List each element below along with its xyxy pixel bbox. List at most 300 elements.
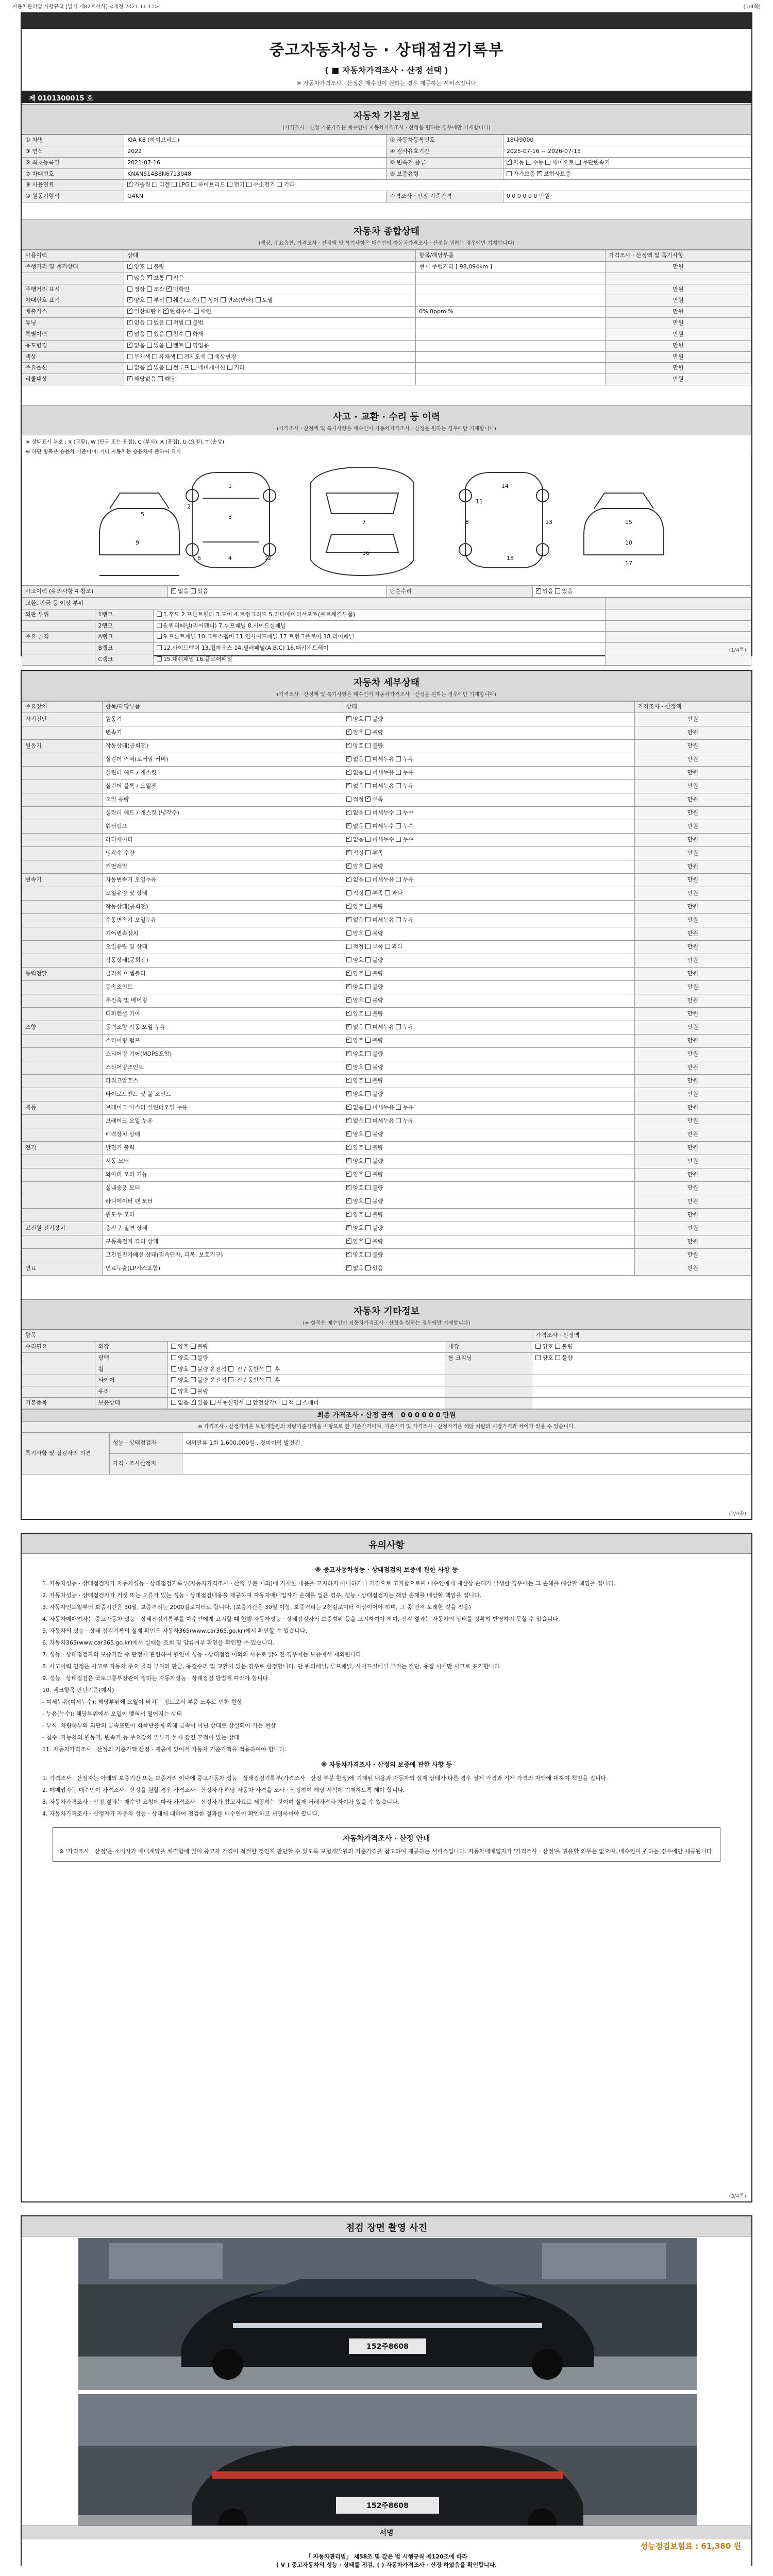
detail-group	[22, 1155, 103, 1168]
overall-item	[416, 295, 606, 307]
checkbox	[227, 182, 232, 187]
basic-label: ⑩ 원동기형식	[22, 191, 124, 202]
diagram-part-label: 16	[362, 550, 369, 556]
detail-status: 양호 불량	[343, 927, 634, 940]
page-1	[21, 12, 752, 663]
detail-item: 변속기	[102, 726, 343, 739]
notice-items-2	[42, 1774, 731, 1818]
checkbox	[365, 1011, 371, 1016]
checkbox	[555, 1355, 560, 1360]
checkbox	[191, 1344, 196, 1349]
other-group	[22, 1386, 95, 1398]
checkbox	[210, 1400, 215, 1405]
other-item-2	[445, 1364, 532, 1375]
parts-rank: C랭크	[95, 654, 153, 666]
price-guide-box	[53, 1827, 720, 1862]
parts-group	[22, 643, 95, 654]
detail-group: 원동기	[22, 739, 103, 753]
other-status-2: 양호 불량	[532, 1341, 751, 1352]
diagram-part-label: 12	[264, 555, 272, 562]
overall-status: ✓ 양호 부식 훼손(오손) 상이 변조(변타) 도말	[124, 295, 416, 307]
checkbox	[147, 264, 152, 269]
detail-item: 배력장치 상태	[102, 1128, 343, 1141]
other-row	[22, 1386, 751, 1398]
overall-item	[416, 374, 606, 385]
notice-item: 4. 자동차매매업자는 중고자동차 성능 · 상태점검기록부를 매수인에게 고지할 때 현행 자동차성능 · 상태점검자의 보증범위 등을 고지하여야 하며, 점검 결과는 자동차의 상태를 정확히 반영하지 못할 수 있습니다.	[42, 1615, 560, 1622]
form-regulation: 자동차관리법 시행규칙 [별지 제82호서식] <개정 2021.11.11>	[12, 4, 159, 10]
checkbox	[191, 1366, 196, 1371]
overall-item	[416, 273, 606, 284]
checkbox	[365, 783, 371, 788]
detail-status: ✓ 양호 불량	[343, 994, 634, 1007]
checkbox	[152, 354, 157, 359]
detail-price: 만원	[634, 967, 751, 980]
checkbox	[365, 930, 371, 936]
notice-item: 7. 성능 · 상태점검자의 보증기간 중 판정에 관련하여 원인이 성능 · 상태점검 이외의 사유로 밝혀진 경우에는 보증에서 제외됩니다.	[42, 1651, 363, 1658]
checkbox	[365, 1198, 371, 1204]
other-item: 휠	[95, 1364, 168, 1375]
detail-item: 작동상태(공회전)	[102, 739, 343, 753]
checkbox	[346, 930, 351, 936]
document-note: ※ 자동차가격조사 · 산정은 매수인이 원하는 경우 제공하는 서비스입니다	[296, 80, 477, 87]
detail-price: 만원	[634, 833, 751, 846]
notice-heading-2: ※ 자동차가격조사 · 산정의 보증에 관한 사항 등	[321, 1761, 452, 1769]
detail-status: ✓ 양호 불량	[343, 1074, 634, 1088]
repair-label: 단순수리	[386, 586, 532, 598]
checkbox	[365, 1118, 371, 1123]
detail-group	[22, 887, 103, 900]
checkbox	[535, 1355, 541, 1360]
checkbox-checked	[346, 971, 351, 976]
detail-title: 자동차 세부상태	[22, 671, 751, 690]
checkbox	[166, 343, 172, 348]
checkbox-checked	[507, 160, 512, 165]
checkbox-checked	[127, 343, 132, 348]
parts-list: 15.대쉬패널 16.플로어패널	[153, 654, 605, 666]
other-sub: (※ 항목은 매수인이 자동차가격조사 · 산정을 원하는 경우에만 기재합니다)	[22, 1318, 751, 1330]
overall-price: 만원	[605, 329, 751, 340]
detail-row	[22, 980, 751, 994]
checkbox	[147, 297, 152, 302]
checkbox-checked	[346, 730, 351, 735]
car-photo-rear-svg	[78, 2394, 697, 2546]
checkbox	[365, 1064, 371, 1070]
basic-label: ⑥ 변속기 종류	[386, 157, 503, 168]
overall-status: 없음 ✓있음 썬루프 네비게이션 기타	[124, 363, 416, 374]
checkbox	[555, 1344, 560, 1349]
checkbox-checked	[127, 182, 132, 187]
checkbox	[365, 971, 371, 976]
detail-row	[22, 1262, 751, 1275]
parts-group: 주요 골격	[22, 632, 95, 643]
detail-item: 디퍼렌셜 기어	[102, 1007, 343, 1021]
notice-item: 1. 가격조사 · 산정자는 아래의 보증기간 또는 보증거리 이내에 중고자동차 성능 · 상태점검기록부(가격조사 · 산정 부분 한정)에 기재된 내용과 자동차의 실제 상태가 다른 경우 실제 가격과 기재 가격의 차액에 대하여 책임을 집니다.	[42, 1774, 608, 1782]
other-item-2	[445, 1386, 532, 1398]
sign-title: 서명	[22, 2526, 751, 2539]
checkbox	[576, 160, 581, 165]
other-status-2	[532, 1364, 751, 1375]
notice-item: - 부식: 차량하부와 외판의 금속표면이 화학반응에 의해 금속이 아닌 상태로 상실되어 가는 현상	[42, 1722, 276, 1730]
detail-status: ✓ 없음 미세누수 누수	[343, 833, 634, 846]
notice-item: 3. 자동차인도일부터 보증기간은 30일, 보증거리는 2000킬로미터로 합니다. (보증기간은 30일 이상, 보증거리는 2천킬로미터 이상이어야 하며, 그 중 먼저 도래한 것을 적용)	[42, 1603, 471, 1611]
detail-row	[22, 1181, 751, 1195]
detail-item: 작동상태(공회전)	[102, 900, 343, 913]
sign-foot-1: 「 자동차관리법」 제58조 및 같은 법 시행규칙 제120조에 따라	[305, 2553, 468, 2560]
detail-status: ✓ 없음 미세누유 누유	[343, 873, 634, 887]
final-price-title: 최종 가격조사 · 산정 금액	[317, 1411, 394, 1419]
document-subtitle: ( ■ 자동차가격조사 · 산정 선택 )	[325, 65, 448, 75]
detail-status: ✓ 양호 불량	[343, 1208, 634, 1222]
parts-list: 6.쿼터패널(리어펜더) 7.루프패널 8.사이드실패널	[153, 620, 605, 632]
repair-value: ✓ 없음 있음	[532, 586, 751, 598]
checkbox-checked	[166, 286, 172, 292]
detail-status: ✓ 양호 불량	[343, 1235, 634, 1248]
detail-status: ✓ 양호 불량	[343, 967, 634, 980]
detail-item: 클러치 어셈블리	[102, 967, 343, 980]
checkbox-checked	[191, 1400, 196, 1405]
detail-group: 제동	[22, 1101, 103, 1114]
detail-row	[22, 1021, 751, 1034]
overall-label: 색상	[22, 351, 124, 363]
checkbox	[365, 1265, 371, 1270]
detail-row	[22, 766, 751, 779]
diagram-part-label: 3	[228, 514, 232, 520]
parts-list: 9.프론트패널 10.크로스멤버 11.인사이드패널 17.트렁크플로어 18.리어패널	[153, 632, 605, 643]
detail-row	[22, 1101, 751, 1114]
inspection-photo-front	[78, 2238, 697, 2390]
checkbox	[365, 984, 371, 989]
parts-group	[22, 654, 95, 666]
detail-price: 만원	[634, 1235, 751, 1248]
checkbox	[545, 160, 550, 165]
overall-label: 리콜대상	[22, 374, 124, 385]
special-label: 특기사항 및 점검자의 의견	[22, 1433, 110, 1474]
detail-row	[22, 1248, 751, 1262]
checkbox	[396, 770, 401, 775]
overall-price	[605, 273, 751, 284]
checkbox	[166, 320, 172, 325]
detail-status: ✓ 양호 불량	[343, 739, 634, 753]
overall-row	[22, 284, 751, 295]
detail-row	[22, 753, 751, 766]
other-item: 유리	[95, 1386, 168, 1398]
accident-legend: ※ 상태표시 부호 : X (교환), W (판금 또는 용접), C (부식), A (흠집), U (요철), T (손상)	[26, 439, 225, 445]
serial-number: 제 0101300015 호	[22, 91, 751, 103]
checkbox	[365, 890, 371, 895]
detail-item: 추진축 및 베어링	[102, 994, 343, 1007]
overall-row	[22, 351, 751, 363]
checkbox	[147, 331, 152, 336]
history-value: ✓ 없음 있음	[168, 586, 387, 598]
checkbox	[365, 1185, 371, 1190]
overall-row	[22, 363, 751, 374]
overall-row	[22, 307, 751, 318]
detail-row	[22, 887, 751, 900]
other-item-2: 룸 크리닝	[445, 1352, 532, 1364]
overall-status: ✓ 양호 불량	[124, 261, 416, 273]
checkbox	[191, 1377, 196, 1382]
detail-item: 실린더 커버(로커암 커버)	[102, 753, 343, 766]
parts-rank: 2랭크	[95, 620, 153, 632]
detail-price: 만원	[634, 873, 751, 887]
detail-item: 수동변속기 오일누유	[102, 913, 343, 927]
checkbox-checked	[346, 1131, 351, 1137]
special-1-label: 성능 · 상태점검자	[109, 1433, 182, 1453]
checkbox-checked	[346, 743, 351, 748]
detail-status: ✓ 양호 불량	[343, 1088, 634, 1101]
other-row	[22, 1398, 751, 1409]
plate-rear: 152주8608	[366, 2502, 409, 2510]
diagram-part-label: 4	[228, 555, 232, 562]
detail-row	[22, 1061, 751, 1074]
parts-rank: A랭크	[95, 632, 153, 643]
overall-label: 특별이력	[22, 329, 124, 340]
other-status: 양호 불량 운전석 전 / 동반석 후	[168, 1375, 445, 1386]
detail-item: 브레이크 마스터 실린더오일 누유	[102, 1101, 343, 1114]
detail-item: 브레이크 오일 누유	[102, 1114, 343, 1128]
page-number-3: (3/4쪽)	[729, 2194, 746, 2199]
checkbox	[171, 1388, 176, 1394]
diagram-part-label: 18	[507, 555, 514, 562]
detail-price: 만원	[634, 1101, 751, 1114]
overall-row	[22, 374, 751, 385]
detail-row	[22, 1074, 751, 1088]
detail-group	[22, 900, 103, 913]
checkbox	[346, 796, 351, 802]
overall-head: 항목/해당부품	[416, 250, 606, 262]
basic-value: 2021-07-16	[124, 157, 386, 168]
detail-status: ✓ 양호 불량	[343, 1248, 634, 1262]
checkbox	[186, 331, 191, 336]
detail-group	[22, 954, 103, 967]
car-photo-front-svg	[78, 2238, 697, 2390]
checkbox-checked	[346, 863, 351, 869]
detail-group	[22, 1047, 103, 1061]
detail-price: 만원	[634, 1141, 751, 1155]
inspection-photo-rear	[78, 2394, 697, 2546]
other-row	[22, 1375, 751, 1386]
detail-item: 파워고압호스	[102, 1074, 343, 1088]
detail-status: ✓ 양호 불량	[343, 726, 634, 739]
detail-price: 만원	[634, 900, 751, 913]
detail-row	[22, 954, 751, 967]
checkbox	[365, 850, 371, 855]
detail-price: 만원	[634, 887, 751, 900]
overall-head: 사용이력	[22, 250, 124, 262]
checkbox-checked	[346, 1198, 351, 1204]
checkbox-checked	[127, 320, 132, 325]
checkbox	[365, 863, 371, 869]
basic-value: G4KN	[124, 191, 386, 202]
checkbox-checked	[346, 917, 351, 922]
checkbox	[256, 297, 261, 302]
notice-item: - 미세누유(미세누수): 해당부위에 오일이 비치는 정도로서 부품 노후로 인한 현상	[42, 1699, 242, 1706]
checkbox	[194, 309, 199, 314]
checkbox-checked	[536, 588, 541, 594]
detail-row	[22, 1222, 751, 1235]
detail-status: ✓ 양호 불량	[343, 1128, 634, 1141]
detail-price: 만원	[634, 994, 751, 1007]
checkbox-checked	[127, 264, 132, 269]
notice-item: 5. 자동차의 성능 · 상태 점검기록의 실제 확인은 자동차365(www.car365.go.kr)에서 확인할 수 있습니다.	[42, 1627, 308, 1634]
checkbox-checked	[346, 1091, 351, 1096]
detail-group	[22, 1248, 103, 1262]
basic-info-table	[22, 134, 751, 202]
checkbox	[191, 1355, 196, 1360]
detail-status: ✓ 양호 불량	[343, 1061, 634, 1074]
overall-item	[416, 284, 606, 295]
basic-label: ① 차명	[22, 135, 124, 146]
notice-item: 2. 자동차성능 · 상태점검자가 거짓 또는 오류가 있는 성능 · 상태점검내용을 제공하여 자동차매매업자가 손해를 입은 경우, 성능 · 상태점검자는 해당 손해를 배상할 책임을 집니다.	[42, 1591, 482, 1599]
detail-head: 상태	[343, 702, 634, 713]
notice-item: - 누유(누수): 해당부위에서 오일이 맺혀서 떨어지는 상태	[42, 1710, 182, 1718]
diagram-part-label: 17	[625, 560, 632, 567]
detail-item: 스티어링 기어(MDPS포함)	[102, 1047, 343, 1061]
overall-row	[22, 318, 751, 329]
detail-price: 만원	[634, 726, 751, 739]
checkbox	[365, 917, 371, 922]
detail-group	[22, 1061, 103, 1074]
checkbox	[127, 354, 132, 359]
overall-item	[416, 329, 606, 340]
detail-row	[22, 1155, 751, 1168]
detail-price: 만원	[634, 1088, 751, 1101]
parts-rank: B랭크	[95, 643, 153, 654]
checkbox-checked	[127, 331, 132, 336]
detail-row	[22, 1168, 751, 1181]
checkbox	[191, 1388, 196, 1394]
detail-item: 작동상태(공회전)	[102, 954, 343, 967]
price-guide-title: 자동차가격조사 · 산정 안내	[343, 1835, 430, 1843]
basic-label: ④ 검사유효기간	[386, 146, 503, 157]
overall-status: ✓ 일산화탄소 ✓탄화수소 매연	[124, 307, 416, 318]
notice-heading-1: ※ 중고자동차성능 · 상태점검의 보증에 관한 사항 등	[315, 1566, 458, 1573]
detail-price: 만원	[634, 1074, 751, 1088]
checkbox-checked	[346, 1118, 351, 1123]
checkbox	[396, 823, 401, 828]
checkbox-checked	[163, 309, 169, 314]
detail-item: 커먼레일	[102, 860, 343, 873]
detail-item: 구동축전지 격리 상태	[102, 1235, 343, 1248]
detail-item: 실린더 블록 / 오일팬	[102, 779, 343, 793]
checkbox-checked	[346, 770, 351, 775]
detail-price: 만원	[634, 927, 751, 940]
overall-item	[416, 340, 606, 351]
other-status: 양호 불량 운전석 전 / 동반석 후	[168, 1364, 445, 1375]
detail-group	[22, 766, 103, 779]
overall-item	[416, 363, 606, 374]
overall-price: 만원	[605, 340, 751, 351]
detail-group	[22, 753, 103, 766]
detail-status: ✓ 양호 불량	[343, 980, 634, 994]
detail-item: 라디에이터	[102, 833, 343, 846]
basic-value: 2022	[124, 146, 386, 157]
other-item: 광택	[95, 1352, 168, 1364]
other-item: 타이어	[95, 1375, 168, 1386]
top-dark-bar	[22, 13, 751, 29]
detail-status: ✓ 없음 미세누유 누유	[343, 1114, 634, 1128]
detail-group	[22, 940, 103, 954]
checkbox-checked	[346, 783, 351, 788]
checkbox-checked	[346, 1225, 351, 1230]
detail-item: 와이퍼 모터 기능	[102, 1168, 343, 1181]
overall-item	[416, 351, 606, 363]
detail-row	[22, 1034, 751, 1047]
detail-item: 등속조인트	[102, 980, 343, 994]
checkbox	[266, 1366, 271, 1371]
detail-price: 만원	[634, 1061, 751, 1074]
other-status-2: 양호 불량	[532, 1352, 751, 1364]
detail-price: 만원	[634, 860, 751, 873]
basic-info-sub: (가격조사 · 산정 기준가격은 매수인이 자동차가격조사 · 산정을 원하는 경우에만 기재합니다)	[22, 123, 751, 134]
checkbox-checked	[127, 309, 132, 314]
detail-status: ✓ 적정 부족	[343, 846, 634, 860]
basic-label: ⑦ 차대번호	[22, 168, 124, 180]
overall-sub: (색상, 주요옵션, 가격조사 · 산정액 및 특기사항은 매수인이 자동차가격조사 · 산정을 원하는 경우에만 기재합니다)	[22, 239, 751, 250]
detail-item: 실내송풍 모터	[102, 1181, 343, 1195]
overall-status: 정상 조작 ✓미확인	[124, 284, 416, 295]
checkbox	[282, 1400, 287, 1405]
overall-price: 만원	[605, 261, 751, 273]
overall-price: 만원	[605, 374, 751, 385]
detail-status: ✓ 없음 미세누유 누유	[343, 913, 634, 927]
accident-section	[22, 405, 751, 666]
detail-price: 만원	[634, 793, 751, 806]
checkbox	[365, 1091, 371, 1096]
checkbox-checked	[365, 796, 371, 802]
checkbox	[365, 877, 371, 882]
detail-item: 스티어링조인트	[102, 1061, 343, 1074]
detail-item: 워터펌프	[102, 820, 343, 833]
detail-group	[22, 980, 103, 994]
parts-row	[22, 609, 751, 620]
checkbox	[555, 588, 560, 594]
checkbox-checked	[346, 823, 351, 828]
overall-price: 만원	[605, 351, 751, 363]
overall-label: 차대번호 표기	[22, 295, 124, 307]
notice-item: 4. 자동차가격조사 · 산정자가 자동차 성능 · 상태에 대하여 점검한 결과를 매수인이 확인하고 서명하여야 합니다.	[42, 1810, 320, 1818]
overall-status: 많음 ✓보통 적음	[124, 273, 416, 284]
checkbox	[365, 1131, 371, 1137]
diagram-part-label: 11	[476, 498, 483, 505]
detail-status: ✓ 없음 있음	[343, 1262, 634, 1275]
checkbox	[158, 376, 163, 381]
detail-row	[22, 900, 751, 913]
detail-group: 동력전달	[22, 967, 103, 980]
detail-row	[22, 913, 751, 927]
detail-item: 스티어링 펌프	[102, 1034, 343, 1047]
detail-group	[22, 846, 103, 860]
special-1-value: 내외판류 1회 1,600,000원 , 경미이력 발견건	[182, 1433, 751, 1453]
parts-row	[22, 654, 751, 666]
checkbox	[535, 1344, 541, 1349]
other-status-2	[532, 1386, 751, 1398]
checkbox	[396, 756, 401, 761]
overall-status: ✓ 없음 있음 침수 화재	[124, 329, 416, 340]
diagram-part-label: 10	[625, 539, 632, 546]
detail-status: ✓ 양호 불량	[343, 1155, 634, 1168]
other-row	[22, 1364, 751, 1375]
overall-item: 현재 주행거리 [ 98,094km ]	[416, 261, 606, 273]
detail-group	[22, 1128, 103, 1141]
signature-block	[22, 2526, 751, 2567]
basic-info-title: 자동차 기본정보	[22, 104, 751, 123]
detail-sub: (가격조사 · 산정액 및 특기사항은 매수인이 자동차가격조사 · 산정을 원하는 경우에만 기재합니다)	[22, 690, 751, 701]
checkbox-checked	[346, 1051, 351, 1056]
detail-row	[22, 1141, 751, 1155]
detail-item: 시동 모터	[102, 1155, 343, 1168]
detail-head: 가격조사 · 산정액	[634, 702, 751, 713]
